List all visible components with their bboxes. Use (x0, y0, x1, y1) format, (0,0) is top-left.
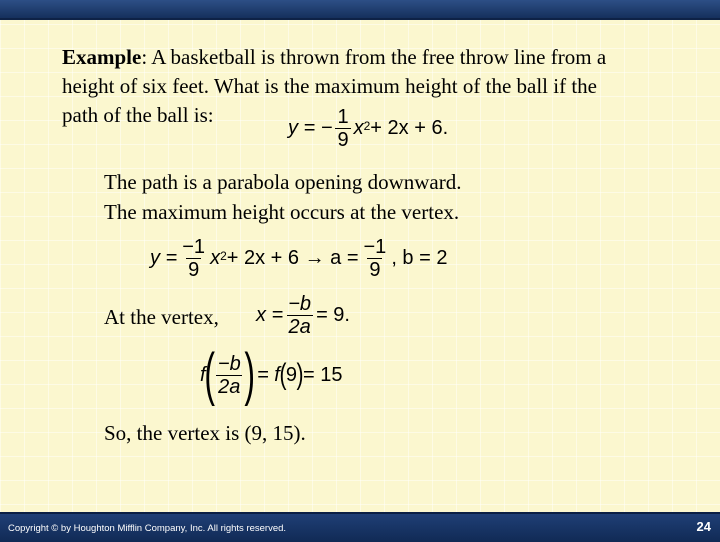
page-number: 24 (696, 519, 711, 534)
vertex-x-equation: x = $\frac{-b}{2a}$ = 9. (256, 293, 350, 338)
example-label: Example (62, 45, 142, 69)
explanation-line-1: The path is a parabola opening downward. (104, 170, 462, 194)
fraction-one-ninth: $\frac{1}{9}$ (337, 106, 349, 151)
copyright-text: Copyright © by Houghton Mifflin Company, Inc. All rights reserved. (8, 523, 287, 534)
problem-line-3: path of the ball is: (62, 103, 214, 127)
max-height-equation: f ( $\frac{-b}{2a}$ ) = f ( 9 ) = 15 (200, 342, 343, 407)
footer-bar (0, 512, 720, 542)
conclusion: So, the vertex is (9, 15). (104, 421, 306, 445)
path-equation: y = − $\frac{1}{9}$ x $^2$ + 2x + 6. (288, 106, 449, 151)
problem-line-2: height of six feet. What is the maximum height of the ball if the (62, 74, 597, 98)
problem-line-1: Example: A basketball is thrown from the free throw line from a (62, 45, 607, 69)
coefficient-equation: y = $\frac{-1}{9}$ x $^2$ + 2x + 6 → a = $\frac{-1}{9}$ , b = 2 (150, 236, 448, 281)
vertex-label: At the vertex, (104, 305, 219, 329)
fraction-neg-b-over-2a-arg: $\frac{-b}{2a}$ (217, 352, 241, 398)
fraction-a-value: $\frac{-1}{9}$ (363, 236, 387, 281)
top-bar (0, 0, 720, 20)
fraction-neg-b-over-2a: $\frac{-b}{2a}$ (288, 293, 312, 338)
explanation-line-2: The maximum height occurs at the vertex. (104, 200, 460, 224)
fraction-neg-one-ninth: $\frac{-1}{9}$ (182, 236, 206, 281)
